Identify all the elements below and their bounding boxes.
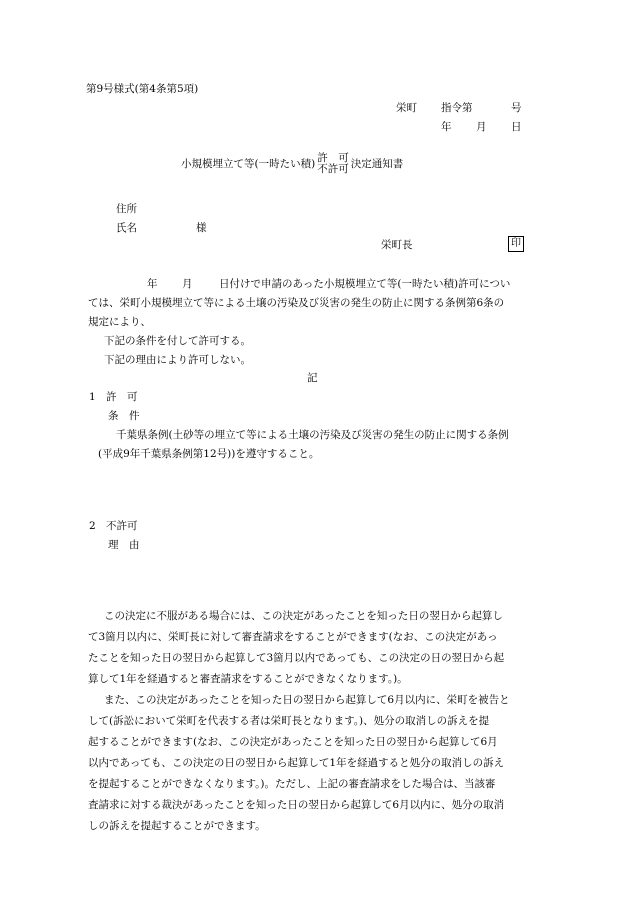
- header-date-year: 年: [441, 121, 452, 133]
- header-date-month: 月: [476, 121, 487, 133]
- official-seal: [508, 236, 524, 252]
- section1-text-line2: (平成9年千葉県条例第12号))を遵守すること。: [98, 448, 320, 460]
- notice-p1-line: て3箇月以内に、栄町長に対して審査請求をすることができます(なお、この決定があっ: [88, 631, 498, 643]
- notice-p2-line: 起することができます(なお、この決定があったことを知った日の翌日から起算して6月: [88, 736, 498, 748]
- notice-p2-line: 査請求に対する裁決があったことを知った日の翌日から起算して6月以内に、処分の取消: [88, 799, 505, 811]
- form-label: 第9号様式(第4条第5項): [86, 83, 199, 95]
- seal-mark: 印: [508, 236, 524, 252]
- section2-number: 2: [89, 520, 96, 532]
- section1-number: 1: [89, 391, 96, 403]
- header-directive: 指令第: [441, 102, 473, 114]
- ki-mark: 記: [307, 372, 318, 384]
- notice-p1-line: この決定に不服がある場合には、この決定があったことを知った日の翌日から起算し: [104, 610, 503, 622]
- section2-heading: 不許可: [106, 520, 138, 532]
- notice-p2-line: を提起することができなくなります。)。ただし、上記の審査請求をした場合は、当該審: [88, 778, 496, 790]
- name-label: 氏名: [116, 222, 137, 234]
- option-deny: 下記の理由により許可しない。: [104, 354, 251, 366]
- section1-sub: 条 件: [108, 410, 140, 422]
- notice-p2-line: また、この決定があったことを知った日の翌日から起算して6月以内に、栄町を被告と: [104, 694, 510, 706]
- section1-heading: 許 可: [106, 391, 138, 403]
- body-intro-line3: 規定により、: [88, 316, 151, 328]
- body-date-year: 年: [147, 278, 158, 290]
- option-permit: 下記の条件を付して許可する。: [104, 335, 251, 347]
- header-number-suffix: 号: [511, 102, 522, 114]
- title-prefix: 小規模埋立て等(一時たい積): [181, 158, 316, 170]
- notice-p2-line: しの訴えを提起することができます。: [88, 820, 266, 832]
- section2-sub: 理 由: [108, 539, 140, 551]
- body-intro-line1: 日付けで申請のあった小規模埋立て等(一時たい積)許可につい: [219, 278, 511, 290]
- notice-p1-line: たことを知った日の翌日から起算して3箇月以内であっても、この決定の日の翌日から起: [88, 652, 505, 664]
- notice-p2-line: して(訴訟において栄町を代表する者は栄町長となります。)、処分の取消しの訴えを提: [88, 715, 490, 727]
- issuer-name: 栄町長: [381, 239, 413, 251]
- body-intro-line2: ては、栄町小規模埋立て等による土壌の汚染及び災害の発生の防止に関する条例第6条の: [88, 297, 505, 309]
- header-town: 栄町: [396, 102, 417, 114]
- notice-p2-line: 以内であっても、この決定の日の翌日から起算して1年を経過すると処分の取消しの訴え: [88, 757, 505, 769]
- section1-text-line1: 千葉県条例(土砂等の埋立て等による土壌の汚染及び災害の発生の防止に関する条例: [116, 429, 509, 441]
- body-date-month: 月: [182, 278, 193, 290]
- address-label: 住所: [116, 203, 137, 215]
- title-permit: 許 可: [317, 152, 349, 164]
- header-date-day: 日: [511, 121, 522, 133]
- notice-p1-line: 算して1年を経過すると審査請求をすることができなくなります。)。: [88, 673, 408, 685]
- honorific: 様: [196, 222, 207, 234]
- title-suffix: 決定通知書: [350, 158, 404, 170]
- permit-choice: [317, 153, 349, 175]
- title-deny: 不許可: [317, 163, 349, 175]
- document-title: [181, 153, 403, 175]
